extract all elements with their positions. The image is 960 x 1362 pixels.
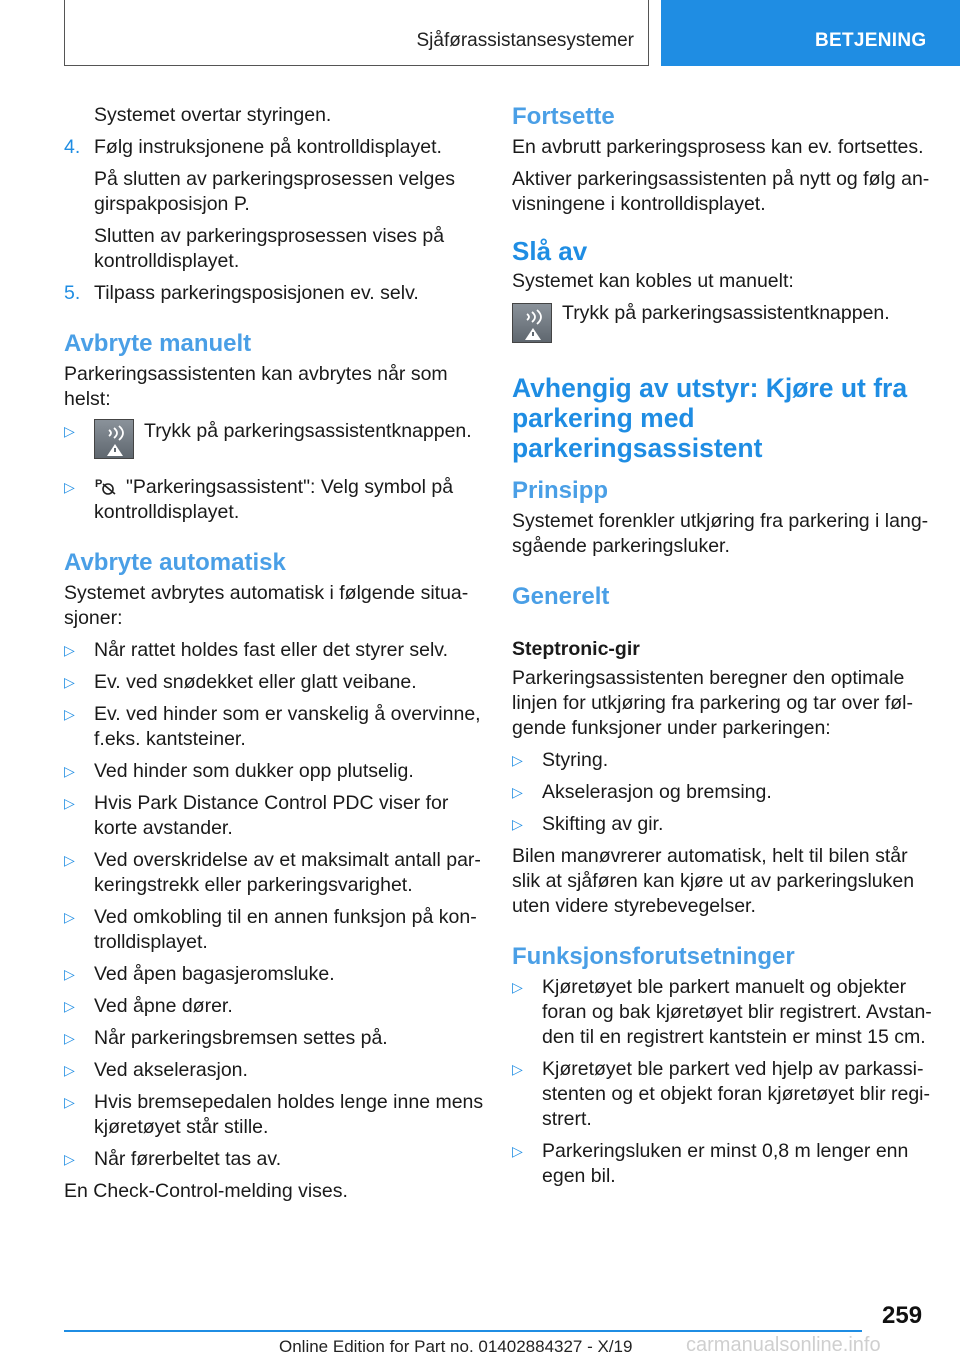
bullet-icon: ▷ bbox=[64, 909, 75, 925]
list-item-text: Kjøretøyet ble parkert ved hjelp av parkassistenten og et objekt foran kjøretøyet blir registrert. bbox=[542, 1058, 931, 1130]
header-chapter-tab bbox=[661, 0, 960, 66]
watermark: carmanualsonline.info bbox=[686, 1334, 881, 1356]
heading-manual-cancel: Avbryte manuelt bbox=[64, 330, 252, 357]
intro-text: Systemet overtar styringen. bbox=[94, 104, 332, 126]
step-4 bbox=[64, 135, 484, 160]
list-item-text: Ved åpne dører. bbox=[94, 995, 233, 1017]
park-assist-button-icon bbox=[512, 303, 552, 343]
continue-text-2: Aktiver parkeringsassistenten på nytt og følg anvisningene i kontrolldisplayet. bbox=[512, 168, 930, 215]
list-item bbox=[64, 905, 484, 955]
manual-cancel-text: Parkeringsassistenten kan avbrytes når som helst: bbox=[64, 363, 448, 410]
list-item-text: Ved overskridelse av et maksimalt antall parkeringstrekk eller parkeringsvarighet. bbox=[94, 849, 481, 896]
list-item-text: Ev. ved hinder som er vanskelig å overvinne, f.eks. kantsteiner. bbox=[94, 703, 481, 750]
list-item-text: Skifting av gir. bbox=[542, 813, 664, 835]
list-item-text: Hvis bremsepedalen holdes lenge inne mens kjøretøyet står stille. bbox=[94, 1091, 484, 1138]
steptronic-text: Parkeringsassistenten beregner den optimale linjen for utkjøring fra parkering og tar over følgende funksjoner under parkeringen: bbox=[512, 667, 913, 739]
left-column bbox=[64, 103, 484, 1211]
step-4-note-1: På slutten av parkeringsprosessen velges girspakposisjon P. bbox=[94, 168, 455, 215]
list-item bbox=[64, 848, 484, 898]
list-item-text: Ved hinder som dukker opp plutselig. bbox=[94, 760, 414, 782]
bullet-icon: ▷ bbox=[64, 1030, 75, 1046]
list-item bbox=[64, 1147, 484, 1172]
list-item-text: "Parkeringsassistent": Velg symbol på kontrolldisplayet. bbox=[94, 476, 454, 523]
list-item bbox=[64, 1090, 484, 1140]
bullet-icon: ▷ bbox=[64, 795, 75, 811]
bullet-icon: ▷ bbox=[512, 1143, 523, 1159]
list-item-text: Når førerbeltet tas av. bbox=[94, 1148, 282, 1170]
bullet-icon: ▷ bbox=[64, 852, 75, 868]
list-item-text: Ved akselerasjon. bbox=[94, 1059, 248, 1081]
heading-auto-cancel: Avbryte automatisk bbox=[64, 549, 286, 576]
bullet-icon: ▷ bbox=[64, 423, 75, 439]
header-section-box bbox=[64, 0, 649, 66]
list-item bbox=[64, 419, 484, 467]
heading-switch-off: Slå av bbox=[512, 236, 588, 266]
bullet-icon: ▷ bbox=[512, 816, 523, 832]
parking-assistant-symbol-icon bbox=[94, 476, 120, 496]
list-item bbox=[64, 1058, 484, 1083]
step-text: Tilpass parkeringsposisjonen ev. selv. bbox=[94, 282, 419, 304]
page-number: 259 bbox=[882, 1302, 923, 1329]
bullet-icon: ▷ bbox=[64, 706, 75, 722]
bullet-icon: ▷ bbox=[512, 784, 523, 800]
bullet-icon: ▷ bbox=[64, 642, 75, 658]
switch-off-button-text: Trykk på parkeringsassistentknappen. bbox=[562, 302, 890, 324]
list-item bbox=[64, 1026, 484, 1051]
list-item bbox=[64, 994, 484, 1019]
svg-text:P: P bbox=[95, 478, 103, 490]
check-control-note: En Check-Control-melding vises. bbox=[64, 1180, 348, 1202]
right-column bbox=[512, 103, 932, 1196]
list-item bbox=[512, 1057, 932, 1132]
header-section-title: Sjåførassistansesystemer bbox=[416, 30, 634, 51]
heading-steptronic: Steptronic-gir bbox=[512, 638, 640, 660]
heading-continue: Fortsette bbox=[512, 103, 615, 130]
list-item bbox=[512, 1139, 932, 1189]
bullet-icon: ▷ bbox=[64, 1094, 75, 1110]
list-item bbox=[64, 962, 484, 987]
bullet-icon: ▷ bbox=[512, 1061, 523, 1077]
list-item-text: Parkeringsluken er minst 0,8 m lenger enn egen bil. bbox=[542, 1140, 909, 1187]
bullet-icon: ▷ bbox=[64, 1151, 75, 1167]
heading-exit-parking: Avhengig av utstyr: Kjøre ut fra parkering med parkeringsassistent bbox=[512, 373, 908, 463]
bullet-icon: ▷ bbox=[64, 998, 75, 1014]
list-item bbox=[512, 975, 932, 1050]
auto-cancel-text: Systemet avbrytes automatisk i følgende situasjoner: bbox=[64, 582, 469, 629]
heading-principle: Prinsipp bbox=[512, 477, 609, 504]
bullet-icon: ▷ bbox=[64, 966, 75, 982]
list-item bbox=[64, 638, 484, 663]
list-item bbox=[64, 702, 484, 752]
list-item-text: Kjøretøyet ble parkert manuelt og objekter foran og bak kjøretøyet blir registrert. Avstanden til en registrert kantstein er minst 15 cm. bbox=[542, 976, 932, 1048]
bullet-icon: ▷ bbox=[64, 479, 75, 495]
bullet-icon: ▷ bbox=[64, 1062, 75, 1078]
bullet-icon: ▷ bbox=[64, 763, 75, 779]
list-item-text: Hvis Park Distance Control PDC viser for korte avstander. bbox=[94, 792, 449, 839]
list-item bbox=[512, 748, 932, 773]
footer-edition: Online Edition for Part no. 01402884327 - X/19 bbox=[279, 1337, 633, 1356]
list-item-text: Når parkeringsbremsen settes på. bbox=[94, 1027, 388, 1049]
list-item-text: Ved omkobling til en annen funksjon på kontrolldisplayet. bbox=[94, 906, 477, 953]
list-item bbox=[512, 812, 932, 837]
step-5 bbox=[64, 281, 484, 306]
list-item bbox=[64, 475, 484, 525]
switch-off-instruction bbox=[512, 301, 932, 347]
switch-off-text: Systemet kan kobles ut manuelt: bbox=[512, 270, 794, 292]
list-item bbox=[64, 670, 484, 695]
list-item-text: Trykk på parkeringsassistentknappen. bbox=[144, 420, 472, 442]
list-item-text: Når rattet holdes fast eller det styrer selv. bbox=[94, 639, 449, 661]
park-assist-button-icon bbox=[94, 419, 134, 459]
bullet-icon: ▷ bbox=[64, 674, 75, 690]
list-item bbox=[64, 759, 484, 784]
list-item bbox=[512, 780, 932, 805]
footer-divider bbox=[64, 1330, 862, 1332]
step-text: Følg instruksjonene på kontrolldisplayet. bbox=[94, 136, 442, 158]
list-item-text: Ved åpen bagasjeromsluke. bbox=[94, 963, 335, 985]
principle-text: Systemet forenkler utkjøring fra parkering i langsgående parkeringsluker. bbox=[512, 510, 929, 557]
exit-after-text: Bilen manøvrerer automatisk, helt til bilen står slik at sjåføren kan kjøre ut av parkeringsluken uten videre styrebevegelser. bbox=[512, 845, 915, 917]
list-item bbox=[64, 791, 484, 841]
heading-requirements: Funksjonsforutsetninger bbox=[512, 943, 795, 970]
step-4-note-2: Slutten av parkeringsprosessen vises på kontrolldisplayet. bbox=[94, 225, 445, 272]
step-number: 4. bbox=[64, 136, 81, 158]
bullet-icon: ▷ bbox=[512, 979, 523, 995]
list-item-text: Styring. bbox=[542, 749, 609, 771]
header-chapter-title: BETJENING bbox=[815, 30, 927, 51]
heading-general: Generelt bbox=[512, 583, 610, 610]
continue-text-1: En avbrutt parkeringsprosess kan ev. fortsettes. bbox=[512, 136, 924, 158]
step-number: 5. bbox=[64, 282, 81, 304]
bullet-icon: ▷ bbox=[512, 752, 523, 768]
list-item-text: Akselerasjon og bremsing. bbox=[542, 781, 772, 803]
list-item-text: Ev. ved snødekket eller glatt veibane. bbox=[94, 671, 417, 693]
